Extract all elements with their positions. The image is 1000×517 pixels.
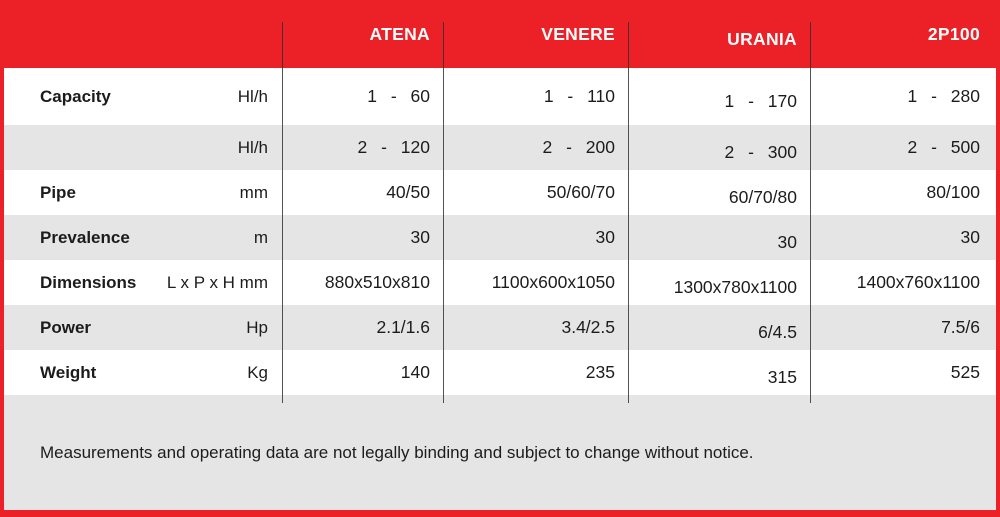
table-row: [0, 215, 1000, 260]
row-unit: mm: [239, 182, 268, 202]
table-row: [0, 125, 1000, 170]
row-unit: L x P x H mm: [166, 272, 268, 292]
row-label: Pipe: [40, 182, 76, 202]
cell-venere: 3.4/2.5: [561, 317, 615, 337]
cell-2p100: 1 - 280: [907, 86, 980, 106]
cell-2p100: 1400x760x1100: [856, 272, 980, 292]
column-header-venere: VENERE: [541, 23, 615, 44]
cell-atena: 140: [400, 362, 430, 382]
row-label-cell: [0, 260, 282, 305]
cell-urania: 60/70/80: [728, 187, 797, 207]
row-label: Power: [40, 317, 92, 337]
cell-urania: 315: [767, 367, 797, 387]
cell-venere: 50/60/70: [546, 182, 615, 202]
cell-venere: 2 - 200: [542, 137, 615, 157]
table-header-bar: [0, 0, 1000, 68]
row-label-cell: [0, 215, 282, 260]
row-label: Prevalence: [40, 227, 130, 247]
row-unit: Hl/h: [237, 86, 268, 106]
column-header-urania: URANIA: [727, 28, 797, 49]
row-label-cell: [0, 170, 282, 215]
row-unit: Hl/h: [237, 137, 268, 157]
row-label-cell: [0, 350, 282, 395]
table-row: [0, 170, 1000, 215]
row-label: Capacity: [40, 86, 111, 106]
cell-urania: 2 - 300: [724, 142, 797, 162]
cell-atena: 2.1/1.6: [376, 317, 430, 337]
row-label-cell: [0, 68, 282, 125]
cell-venere: 1 - 110: [543, 86, 615, 106]
row-unit: m: [253, 227, 268, 247]
cell-venere: 1100x600x1050: [491, 272, 615, 292]
disclaimer-text: Measurements and operating data are not legally binding and subject to change without notice.: [40, 442, 754, 462]
cell-2p100: 7.5/6: [941, 317, 980, 337]
row-unit: Kg: [247, 362, 268, 382]
cell-atena: 1 - 60: [367, 86, 430, 106]
bottom-red-bar: [0, 510, 1000, 517]
cell-2p100: 525: [950, 362, 980, 382]
table-row: [0, 68, 1000, 125]
row-label: Dimensions: [40, 272, 137, 292]
cell-urania: 1 - 170: [724, 91, 797, 111]
cell-2p100: 80/100: [926, 182, 980, 202]
row-label-cell: [0, 305, 282, 350]
cell-urania: 6/4.5: [758, 322, 797, 342]
cell-urania: 30: [777, 232, 797, 252]
footer-note-area: [0, 395, 1000, 510]
row-unit: Hp: [246, 317, 268, 337]
cell-venere: 30: [595, 227, 615, 247]
table-row: [0, 350, 1000, 395]
row-label-cell: [0, 125, 282, 170]
header-spacer: [0, 0, 282, 68]
cell-venere: 235: [585, 362, 615, 382]
row-label: Weight: [40, 362, 97, 382]
cell-2p100: 2 - 500: [907, 137, 980, 157]
cell-atena: 40/50: [386, 182, 430, 202]
table-row: [0, 260, 1000, 305]
cell-urania: 1300x780x1100: [673, 277, 797, 297]
cell-2p100: 30: [960, 227, 980, 247]
table-body: [0, 68, 1000, 395]
column-header-2p100: 2P100: [927, 23, 980, 44]
table-row: [0, 305, 1000, 350]
cell-atena: 2 - 120: [357, 137, 430, 157]
cell-atena: 880x510x810: [324, 272, 430, 292]
column-header-atena: ATENA: [369, 23, 430, 44]
cell-atena: 30: [410, 227, 430, 247]
